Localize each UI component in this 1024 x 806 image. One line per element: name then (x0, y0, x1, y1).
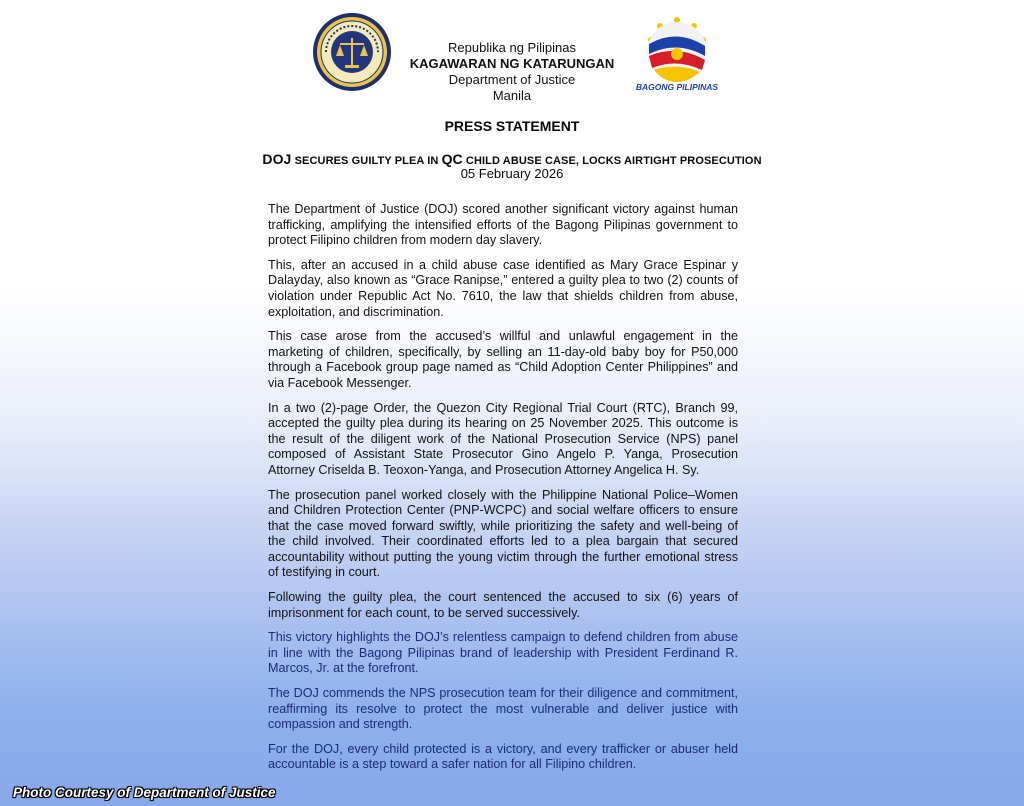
headline-doj: DOJ (262, 151, 292, 167)
doj-seal-icon (312, 12, 392, 92)
headline-qc: QC (441, 151, 463, 167)
paragraph: For the DOJ, every child protected is a victory, and every trafficker or abuser held accountable is a step toward a safer nation for all Filipino children. (268, 741, 738, 772)
headline-part2: CHILD ABUSE CASE, LOCKS AIRTIGHT PROSECUTION (462, 155, 762, 167)
paragraph: This case arose from the accused’s willful and unlawful engagement in the marketing of children, specifically, by selling an 11-day-old baby boy for P50,000 through a Facebook group page named as “Child Adoption Center Philippines” and via Facebook Messenger. (268, 329, 738, 390)
city-label: Manila (492, 88, 532, 103)
paragraph: The Department of Justice (DOJ) scored another significant victory against human trafficking, amplifying the intensified efforts of the Bagong Pilipinas government to protect Filipino children from modern day slavery. (268, 202, 738, 248)
bagong-pilipinas-logo-icon (632, 14, 722, 92)
paragraph: This victory highlights the DOJ’s relentless campaign to defend children from abuse in line with the Bagong Pilipinas brand of leadership with President Ferdinand R. Marcos, Jr. at the forefront. (268, 630, 738, 676)
statement-body (268, 202, 738, 782)
statement-title: PRESS STATEMENT (444, 118, 580, 134)
letterhead (0, 0, 1024, 110)
paragraph: The prosecution panel worked closely with the Philippine National Police–Women and Children Protection Center (PNP-WCPC) and social welfare officers to ensure that the case moved forward swiftly, while prioritizing the safety and well-being of the child involved. Their coordinated efforts led to a plea bargain that secured accountability without putting the young victim through the further emotional stress of testifying in court. (268, 487, 738, 580)
statement-date: 05 February 2026 (460, 166, 564, 181)
headline-part1: SECURES GUILTY PLEA IN (291, 155, 442, 167)
republic-label: Republika ng Pilipinas (448, 40, 576, 55)
headline (0, 151, 1024, 167)
paragraph: The DOJ commends the NPS prosecution team for their diligence and commitment, reaffirming its resolve to protect the most vulnerable and deliver justice with compassion and strength. (268, 686, 738, 732)
department-name-english: Department of Justice (448, 72, 576, 87)
paragraph: In a two (2)-page Order, the Quezon City Regional Trial Court (RTC), Branch 99, accepted the guilty plea during its hearing on 25 November 2025. This outcome is the result of the diligent work of the National Prosecution Service (NPS) panel composed of Assistant State Prosecutor Gino Angelo P. Yanga, Prosecution Attorney Criselda B. Teoxon-Yanga, and Prosecution Attorney Angelica H. Sy. (268, 400, 738, 477)
paragraph: This, after an accused in a child abuse case identified as Mary Grace Espinar y Dalayday, also known as “Grace Ranipse,” entered a guilty plea to two (2) counts of violation under Republic Act No. 7610, the law that shields children from abuse, exploitation, and discrimination. (268, 257, 738, 319)
photo-credit: Photo Courtesy of Department of Justice (13, 785, 276, 800)
bagong-pilipinas-label: BAGONG PILIPINAS (635, 82, 719, 92)
department-name-filipino: KAGAWARAN NG KATARUNGAN (409, 56, 615, 71)
paragraph: Following the guilty plea, the court sentenced the accused to six (6) years of imprisonment for each count, to be served successively. (268, 590, 738, 620)
government-heading (392, 40, 632, 104)
